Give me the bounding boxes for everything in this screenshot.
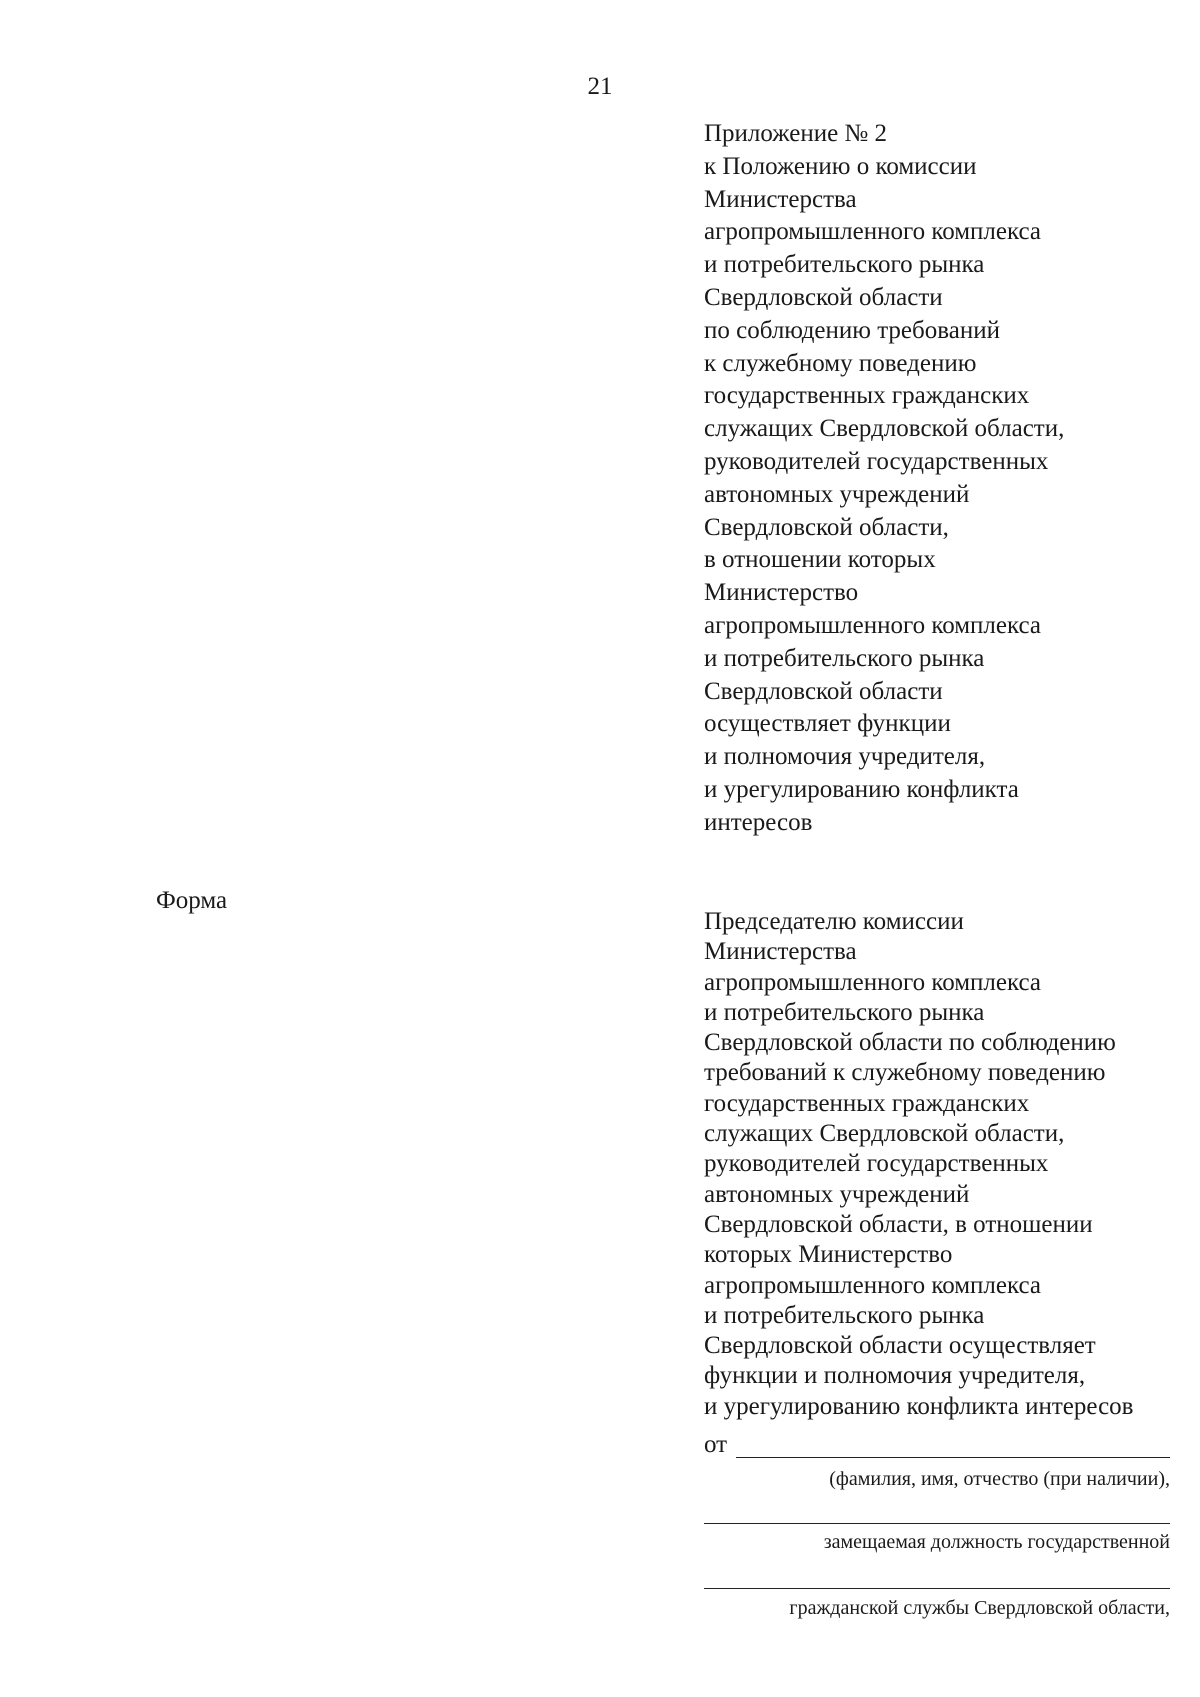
from-field-row bbox=[704, 1430, 1170, 1464]
appendix-line: руководителей государственных bbox=[704, 447, 1049, 475]
addressee-line: автономных учреждений bbox=[704, 1180, 970, 1208]
service-blank-line[interactable] bbox=[704, 1588, 1170, 1589]
appendix-line: и урегулированию конфликта bbox=[704, 775, 1019, 803]
page-number: 21 bbox=[587, 73, 613, 100]
appendix-line: Свердловской области bbox=[704, 677, 943, 705]
appendix-line: осуществляет функции bbox=[704, 710, 951, 738]
appendix-line: Министерство bbox=[704, 579, 859, 607]
addressee-line: агропромышленного комплекса bbox=[704, 968, 1042, 996]
appendix-line: по соблюдению требований bbox=[704, 316, 1000, 344]
addressee-line: Свердловской области осуществляет bbox=[704, 1332, 1096, 1360]
position-caption: замещаемая должность государственной bbox=[823, 1531, 1170, 1553]
addressee-line: функции и полномочия учредителя, bbox=[704, 1362, 1086, 1390]
addressee-line: государственных гражданских bbox=[704, 1089, 1030, 1117]
addressee-line: и потребительского рынка bbox=[704, 1301, 985, 1329]
addressee-line: агропромышленного комплекса bbox=[704, 1271, 1042, 1299]
addressee-line: служащих Свердловской области, bbox=[704, 1120, 1065, 1148]
service-caption: гражданской службы Свердловской области, bbox=[789, 1597, 1170, 1619]
form-label: Форма bbox=[156, 887, 228, 914]
appendix-line: Свердловской области bbox=[704, 283, 943, 311]
addressee-line: и урегулированию конфликта интересов bbox=[704, 1392, 1134, 1420]
appendix-line: и полномочия учредителя, bbox=[704, 743, 986, 771]
appendix-line: и потребительского рынка bbox=[704, 644, 985, 672]
addressee-block bbox=[704, 907, 1133, 1422]
addressee-line: Председателю комиссии bbox=[704, 908, 964, 935]
addressee-line: Свердловской области по соблюдению bbox=[704, 1029, 1116, 1057]
appendix-line: Свердловской области, bbox=[704, 513, 949, 541]
addressee-line: и потребительского рынка bbox=[704, 998, 985, 1026]
from-label: от bbox=[704, 1431, 728, 1458]
appendix-line: служащих Свердловской области, bbox=[704, 415, 1065, 443]
appendix-header bbox=[704, 118, 1064, 840]
appendix-line: и потребительского рынка bbox=[704, 251, 985, 279]
appendix-line: Приложение № 2 bbox=[704, 120, 888, 147]
appendix-line: государственных гражданских bbox=[704, 382, 1030, 410]
appendix-line: к Положению о комиссии bbox=[704, 152, 977, 180]
appendix-line: в отношении которых bbox=[704, 546, 936, 574]
addressee-line: требований к служебному поведению bbox=[704, 1059, 1106, 1087]
addressee-line: Министерства bbox=[704, 938, 857, 966]
appendix-line: Министерства bbox=[704, 185, 857, 213]
appendix-line: автономных учреждений bbox=[704, 480, 970, 508]
position-blank-line[interactable] bbox=[704, 1523, 1170, 1524]
appendix-line: агропромышленного комплекса bbox=[704, 218, 1042, 246]
addressee-line: руководителей государственных bbox=[704, 1150, 1049, 1178]
addressee-line: Свердловской области, в отношении bbox=[704, 1210, 1093, 1238]
from-name-blank[interactable] bbox=[736, 1457, 1170, 1458]
appendix-line: к служебному поведению bbox=[704, 349, 977, 377]
name-caption: (фамилия, имя, отчество (при наличии), bbox=[829, 1468, 1170, 1490]
appendix-line: интересов bbox=[704, 808, 813, 836]
addressee-line: которых Министерство bbox=[704, 1241, 953, 1269]
appendix-line: агропромышленного комплекса bbox=[704, 611, 1042, 639]
